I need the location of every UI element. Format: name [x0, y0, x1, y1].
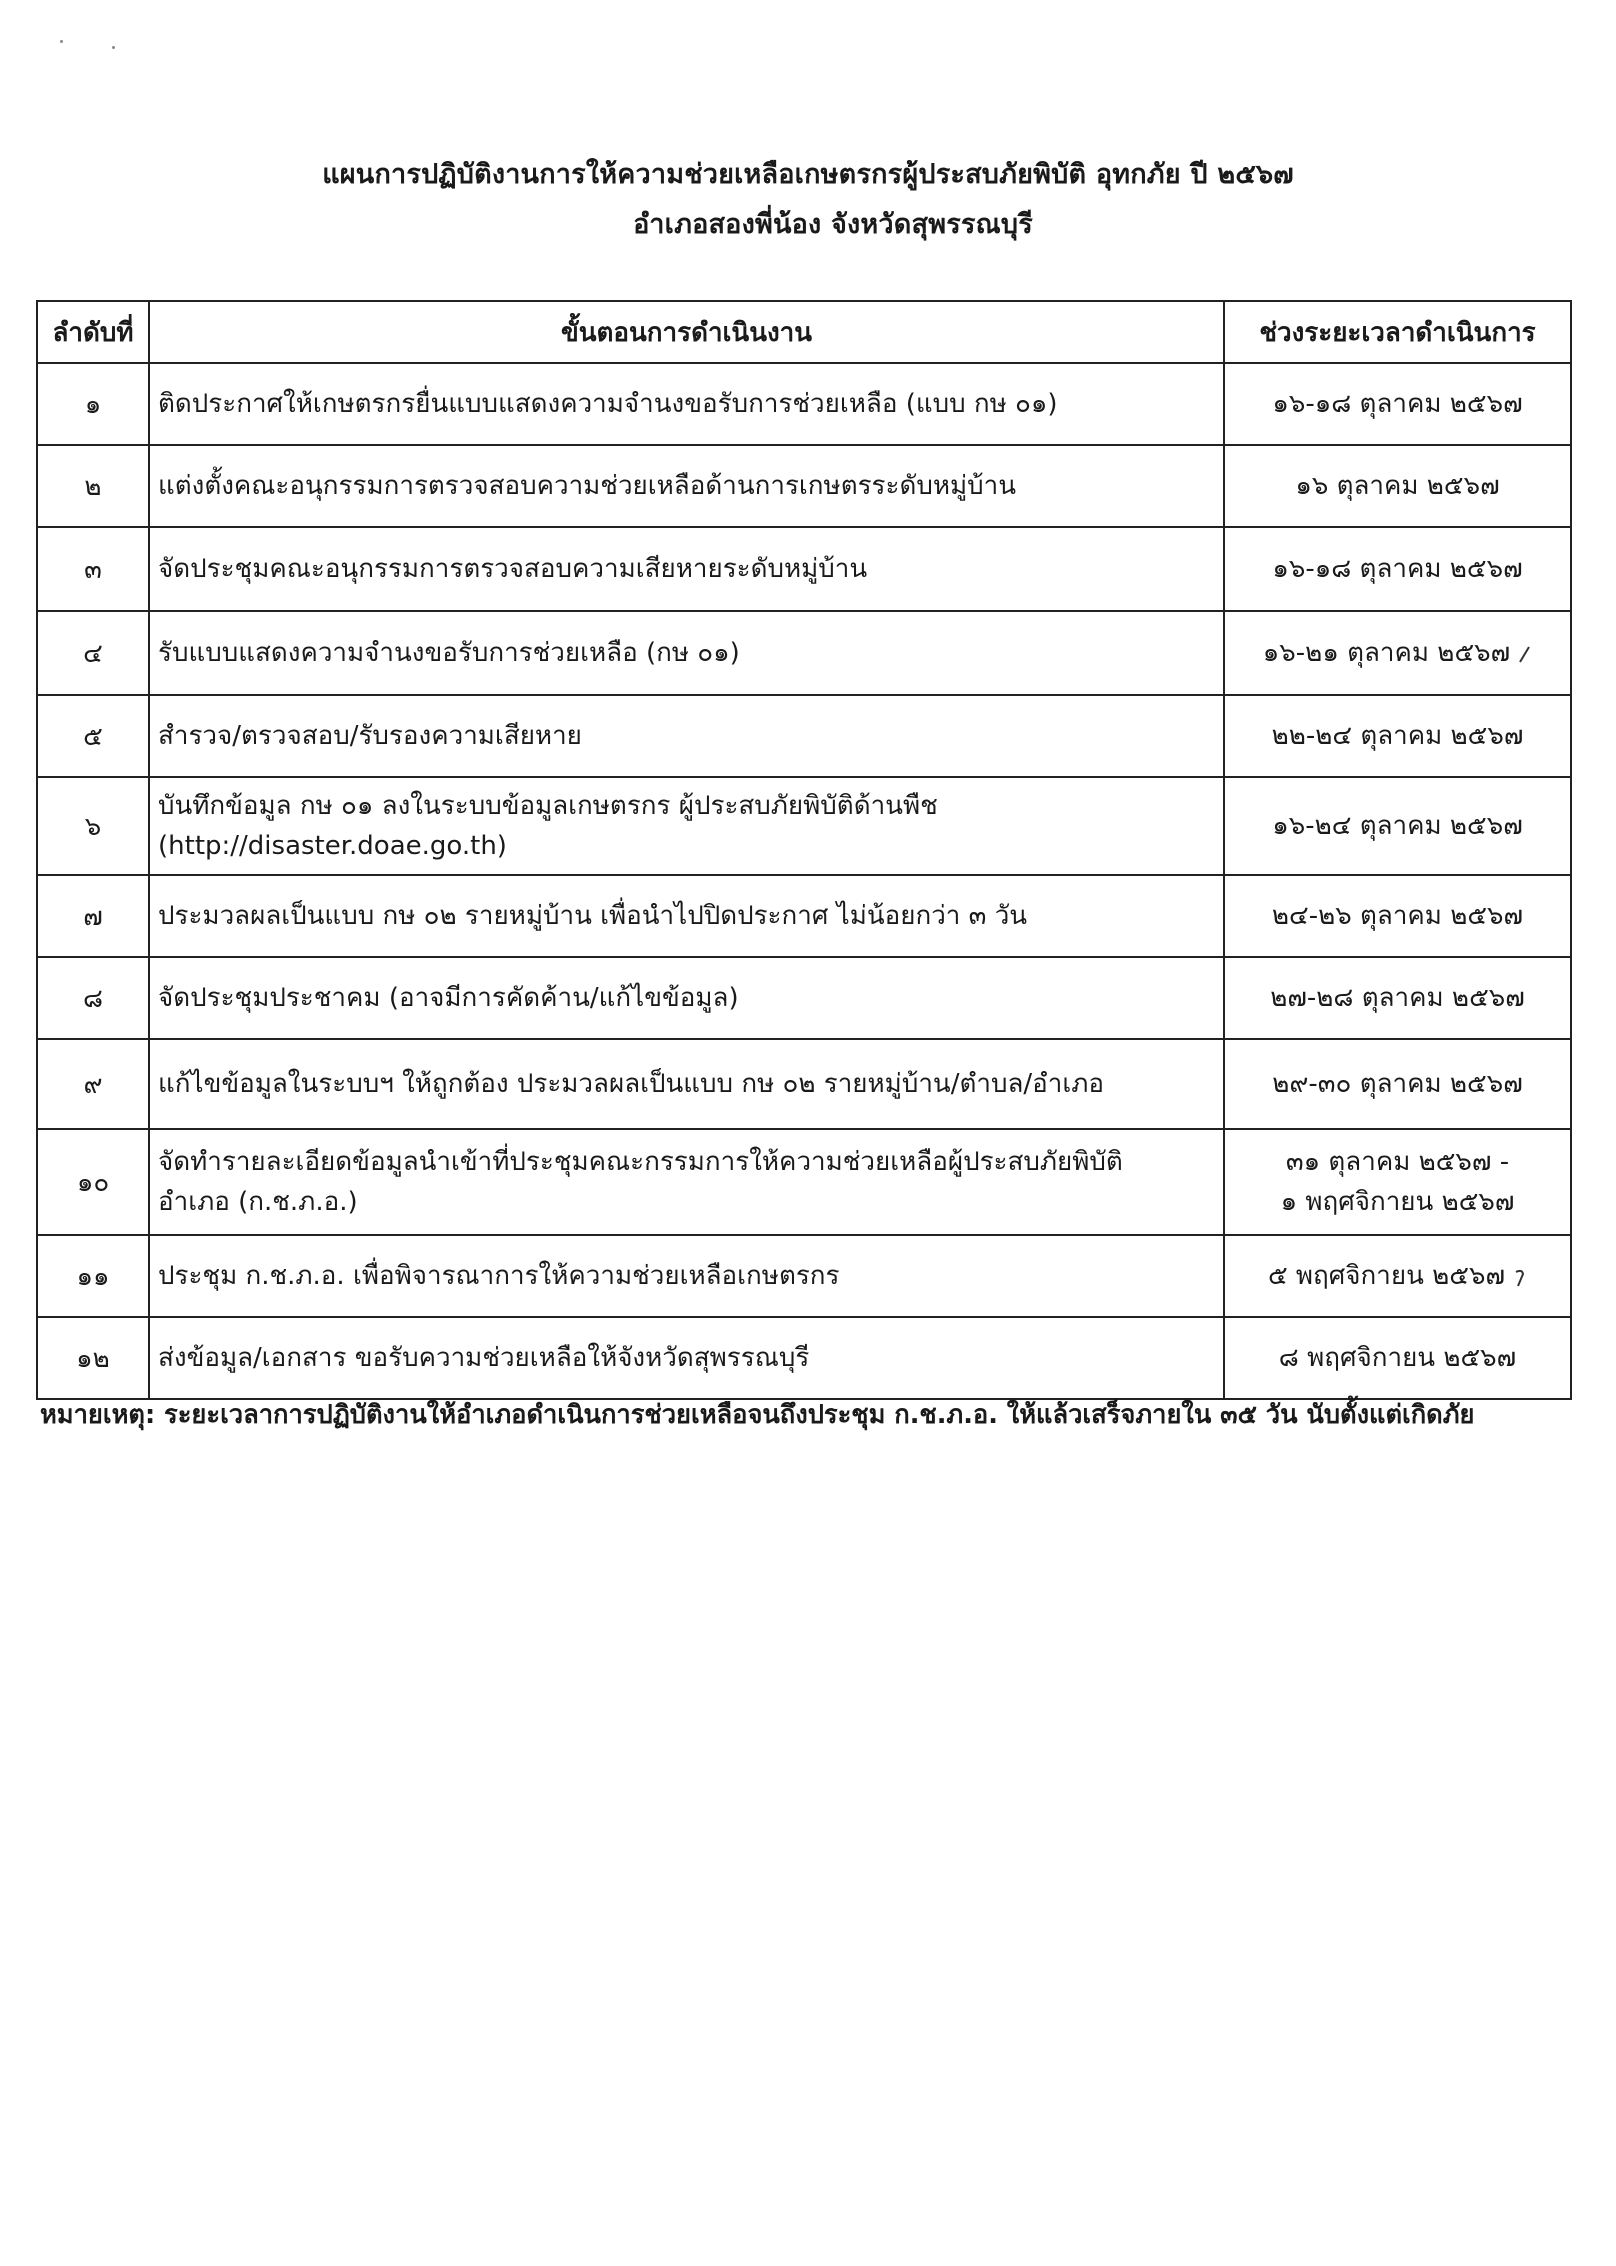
row-number: ๑๒ [37, 1317, 149, 1399]
table-header-row [37, 301, 1571, 363]
table-row [37, 777, 1571, 875]
row-date: ๒๗-๒๘ ตุลาคม ๒๕๖๗ [1224, 957, 1571, 1039]
header-step: ขั้นตอนการดำเนินงาน [149, 301, 1224, 363]
row-date [1224, 1235, 1571, 1317]
row-date-text: ๑๖-๒๑ ตุลาคม ๒๕๖๗ [1262, 638, 1511, 668]
row-number: ๗ [37, 875, 149, 957]
plan-table [36, 300, 1572, 1400]
row-date: ๒๙-๓๐ ตุลาคม ๒๕๖๗ [1224, 1039, 1571, 1129]
table-row [37, 363, 1571, 445]
row-date [1224, 611, 1571, 695]
row-date: ๒๒-๒๔ ตุลาคม ๒๕๖๗ [1224, 695, 1571, 777]
row-date: ๑๖-๒๔ ตุลาคม ๒๕๖๗ [1224, 777, 1571, 875]
row-step: แต่งตั้งคณะอนุกรรมการตรวจสอบความช่วยเหลือด้านการเกษตรระดับหมู่บ้าน [149, 445, 1224, 527]
table-row [37, 1039, 1571, 1129]
row-step: จัดประชุมประชาคม (อาจมีการคัดค้าน/แก้ไขข้อมูล) [149, 957, 1224, 1039]
table-row [37, 875, 1571, 957]
row-number: ๘ [37, 957, 149, 1039]
row-date: ๑๖-๑๘ ตุลาคม ๒๕๖๗ [1224, 363, 1571, 445]
row-step: ติดประกาศให้เกษตรกรยื่นแบบแสดงความจำนงขอรับการช่วยเหลือ (แบบ กษ ๐๑) [149, 363, 1224, 445]
row-step: จัดประชุมคณะอนุกรรมการตรวจสอบความเสียหายระดับหมู่บ้าน [149, 527, 1224, 611]
row-number: ๖ [37, 777, 149, 875]
row-date: ๑๖ ตุลาคม ๒๕๖๗ [1224, 445, 1571, 527]
row-number: ๑๑ [37, 1235, 149, 1317]
row-step-line-1: บันทึกข้อมูล กษ ๐๑ ลงในระบบข้อมูลเกษตรกร ผู้ประสบภัยพิบัติด้านพืช [158, 791, 938, 821]
row-step-line-2: (http://disaster.doae.go.th) [158, 831, 507, 861]
title-line-1: แผนการปฏิบัติงานการให้ความช่วยเหลือเกษตรกรผู้ประสบภัยพิบัติ อุทกภัย ปี ๒๕๖๗ [322, 159, 1294, 190]
header-no: ลำดับที่ [37, 301, 149, 363]
row-date [1224, 1129, 1571, 1235]
row-number: ๙ [37, 1039, 149, 1129]
table-row [37, 1129, 1571, 1235]
row-date-line-1: ๓๑ ตุลาคม ๒๕๖๗ - [1285, 1147, 1510, 1177]
table-row [37, 445, 1571, 527]
row-step: ส่งข้อมูล/เอกสาร ขอรับความช่วยเหลือให้จังหวัดสุพรรณบุรี [149, 1317, 1224, 1399]
row-number: ๑๐ [37, 1129, 149, 1235]
table-row [37, 695, 1571, 777]
row-date: ๒๔-๒๖ ตุลาคม ๒๕๖๗ [1224, 875, 1571, 957]
table-row [37, 611, 1571, 695]
table-row [37, 957, 1571, 1039]
row-step: รับแบบแสดงความจำนงขอรับการช่วยเหลือ (กษ ๐๑) [149, 611, 1224, 695]
row-number: ๔ [37, 611, 149, 695]
scan-speck [112, 46, 115, 49]
row-step: สำรวจ/ตรวจสอบ/รับรองความเสียหาย [149, 695, 1224, 777]
pen-tick-icon [1518, 643, 1532, 665]
row-number: ๑ [37, 363, 149, 445]
row-date-text: ๕ พฤศจิกายน ๒๕๖๗ [1267, 1261, 1506, 1291]
title-line-2: อำเภอสองพี่น้อง จังหวัดสุพรรณบุรี [633, 209, 1033, 240]
row-date: ๘ พฤศจิกายน ๒๕๖๗ [1224, 1317, 1571, 1399]
header-date: ช่วงระยะเวลาดำเนินการ [1224, 301, 1571, 363]
footnote: หมายเหตุ: ระยะเวลาการปฏิบัติงานให้อำเภอดำเนินการช่วยเหลือจนถึงประชุม ก.ช.ภ.อ. ให้แล้วเสร็จภายใน ๓๕ วัน นับตั้งแต่เกิดภัย [40, 1400, 1475, 1430]
pen-tick-icon [1513, 1266, 1527, 1288]
row-step [149, 1129, 1224, 1235]
row-step: ประชุม ก.ช.ภ.อ. เพื่อพิจารณาการให้ความช่วยเหลือเกษตรกร [149, 1235, 1224, 1317]
row-number: ๓ [37, 527, 149, 611]
table-row [37, 1317, 1571, 1399]
row-date: ๑๖-๑๘ ตุลาคม ๒๕๖๗ [1224, 527, 1571, 611]
row-step: แก้ไขข้อมูลในระบบฯ ให้ถูกต้อง ประมวลผลเป็นแบบ กษ ๐๒ รายหมู่บ้าน/ตำบล/อำเภอ [149, 1039, 1224, 1129]
row-step-line-2: อำเภอ (ก.ช.ภ.อ.) [158, 1187, 358, 1217]
scan-speck [60, 40, 63, 43]
row-step [149, 777, 1224, 875]
row-number: ๒ [37, 445, 149, 527]
table-row [37, 527, 1571, 611]
row-date-line-2: ๑ พฤศจิกายน ๒๕๖๗ [1280, 1187, 1515, 1217]
row-number: ๕ [37, 695, 149, 777]
row-step: ประมวลผลเป็นแบบ กษ ๐๒ รายหมู่บ้าน เพื่อนำไปปิดประกาศ ไม่น้อยกว่า ๓ วัน [149, 875, 1224, 957]
document-title [0, 150, 1616, 250]
table-row [37, 1235, 1571, 1317]
row-step-line-1: จัดทำรายละเอียดข้อมูลนำเข้าที่ประชุมคณะกรรมการให้ความช่วยเหลือผู้ประสบภัยพิบัติ [158, 1147, 1123, 1177]
